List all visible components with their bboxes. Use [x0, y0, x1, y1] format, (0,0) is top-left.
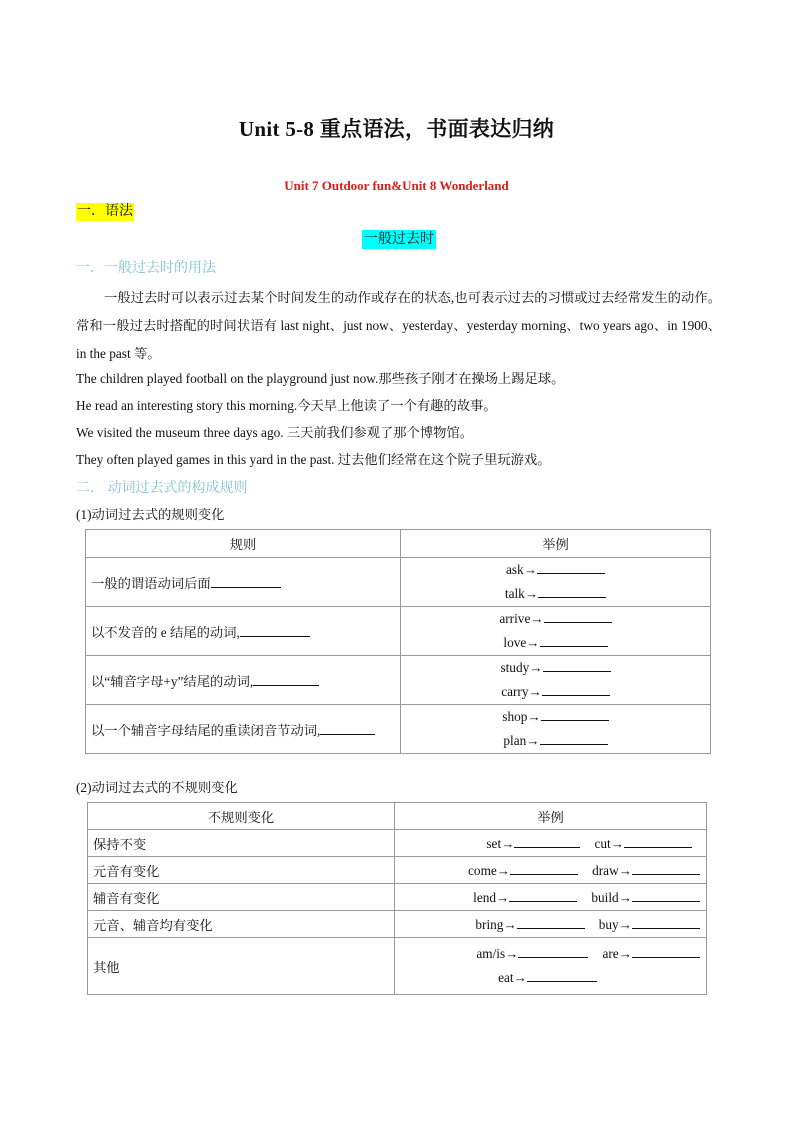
irregular-change-table [87, 802, 707, 995]
header-example: 举例 [401, 530, 711, 558]
topic-label: 一般过去时 [364, 232, 434, 247]
table-row [88, 857, 707, 884]
example-item [401, 558, 710, 582]
example-word: build→ [591, 889, 632, 905]
answer-blank[interactable] [518, 945, 588, 958]
example-cell [395, 857, 707, 884]
example-cell [395, 830, 707, 857]
example-cell [395, 884, 707, 911]
example-word: lend→ [473, 889, 510, 905]
example-item [591, 889, 700, 906]
rules-heading: 二． 动词过去式的构成规则 [76, 481, 248, 496]
example-item [401, 656, 710, 680]
example-cell [395, 938, 707, 995]
example-item [473, 889, 577, 906]
rule-text: 以“辅音字母+y”结尾的动词, [91, 673, 254, 689]
example-word: draw→ [592, 862, 632, 878]
table-header-row [86, 530, 711, 558]
rule-text: 以一个辅音字母结尾的重读闭音节动词, [91, 722, 321, 738]
answer-blank[interactable] [211, 575, 281, 588]
example-item [486, 835, 580, 852]
rule-cell [86, 705, 401, 754]
answer-blank[interactable] [517, 916, 585, 929]
table-row [88, 938, 707, 995]
example-word: bring→ [475, 916, 517, 932]
answer-blank[interactable] [514, 835, 580, 848]
answer-blank[interactable] [509, 889, 577, 902]
example-word: cut→ [594, 835, 624, 851]
example-word: buy→ [598, 916, 632, 932]
table-row [86, 705, 711, 754]
example-item [599, 916, 700, 933]
answer-blank[interactable] [240, 624, 310, 637]
answer-blank[interactable] [632, 916, 700, 929]
example-item [475, 916, 584, 933]
example-word: are→ [602, 946, 632, 961]
example-sentence: They often played games in this yard in the past. 过去他们经常在这个院子里玩游戏。 [76, 452, 551, 467]
usage-paragraph [76, 284, 721, 368]
table-row [86, 656, 711, 705]
page-title: Unit 5-8 重点语法，书面表达归纳 [238, 117, 555, 141]
example-cell [401, 705, 711, 754]
example-cell [395, 911, 707, 938]
irregular-table-label: (2)动词过去式的不规则变化 [76, 780, 238, 795]
example-sentence: The children played football on the playground just now.那些孩子刚才在操场上踢足球。 [76, 371, 565, 386]
answer-blank[interactable] [544, 610, 612, 623]
example-item [401, 607, 710, 631]
answer-blank[interactable] [542, 683, 610, 696]
usage-paragraph-text: 一般过去时可以表示过去某个时间发生的动作或存在的状态,也可表示过去的习惯或过去经常发生的动作。常和一般过去时搭配的时间状语有 last night、just now、yesterday、yesterday morning、two years ago、in 1900、in the past 等。 [76, 290, 721, 361]
example-word: come→ [468, 862, 511, 878]
example-word: ask→ [505, 562, 538, 577]
example-word: eat→ [498, 970, 527, 985]
answer-blank[interactable] [510, 862, 578, 875]
example-item [401, 729, 710, 753]
example-sentence: We visited the museum three days ago. 三天前我们参观了那个博物馆。 [76, 425, 474, 440]
answer-blank[interactable] [320, 722, 375, 735]
example-word: love→ [503, 635, 540, 650]
answer-blank[interactable] [538, 585, 606, 598]
example-cell [401, 558, 711, 607]
table-row [88, 884, 707, 911]
rule-cell: 元音有变化 [88, 857, 395, 884]
answer-blank[interactable] [624, 835, 692, 848]
example-word: plan→ [503, 733, 540, 748]
grammar-section-label: 一．语法 [77, 204, 133, 219]
table-header-row [88, 803, 707, 830]
rule-cell: 辅音有变化 [88, 884, 395, 911]
header-rule: 规则 [86, 530, 401, 558]
example-word: carry→ [501, 684, 542, 699]
example-word: set→ [486, 835, 515, 851]
unit-subtitle: Unit 7 Outdoor fun&Unit 8 Wonderland [284, 178, 509, 193]
example-line [395, 966, 700, 990]
example-item [401, 582, 710, 606]
table-row [86, 558, 711, 607]
answer-blank[interactable] [632, 945, 700, 958]
answer-blank[interactable] [543, 659, 611, 672]
example-word: talk→ [504, 586, 539, 601]
example-sentence: He read an interesting story this morning.今天早上他读了一个有趣的故事。 [76, 398, 497, 413]
rule-cell: 保持不变 [88, 830, 395, 857]
example-item [476, 942, 588, 966]
example-item [401, 680, 710, 704]
answer-blank[interactable] [527, 969, 597, 982]
example-word: study→ [500, 660, 543, 675]
answer-blank[interactable] [537, 561, 605, 574]
regular-change-table [85, 529, 711, 754]
rule-cell [86, 656, 401, 705]
header-rule: 不规则变化 [88, 803, 395, 830]
table-row [88, 911, 707, 938]
table-row [86, 607, 711, 656]
example-item [468, 862, 578, 879]
rule-cell [86, 607, 401, 656]
header-example: 举例 [395, 803, 707, 830]
example-item [498, 966, 597, 990]
example-word: am/is→ [476, 946, 519, 961]
regular-table-label: (1)动词过去式的规则变化 [76, 507, 225, 522]
answer-blank[interactable] [632, 862, 700, 875]
example-item [594, 835, 692, 852]
rule-cell: 元音、辅音均有变化 [88, 911, 395, 938]
example-item [602, 942, 700, 966]
answer-blank[interactable] [540, 634, 608, 647]
example-word: shop→ [502, 709, 541, 724]
answer-blank[interactable] [540, 732, 608, 745]
example-item [592, 862, 700, 879]
usage-heading: 一．一般过去时的用法 [76, 261, 216, 276]
rule-text: 以不发音的 e 结尾的动词, [91, 624, 240, 640]
example-item [401, 631, 710, 655]
answer-blank[interactable] [541, 708, 609, 721]
rule-cell: 其他 [88, 938, 395, 995]
example-item [401, 705, 710, 729]
rule-cell [86, 558, 401, 607]
answer-blank[interactable] [253, 673, 319, 686]
example-word: arrive→ [499, 611, 544, 626]
table-row [88, 830, 707, 857]
example-line [395, 942, 700, 966]
example-cell [401, 607, 711, 656]
rule-text: 一般的谓语动词后面 [91, 575, 211, 591]
answer-blank[interactable] [632, 889, 700, 902]
example-cell [401, 656, 711, 705]
